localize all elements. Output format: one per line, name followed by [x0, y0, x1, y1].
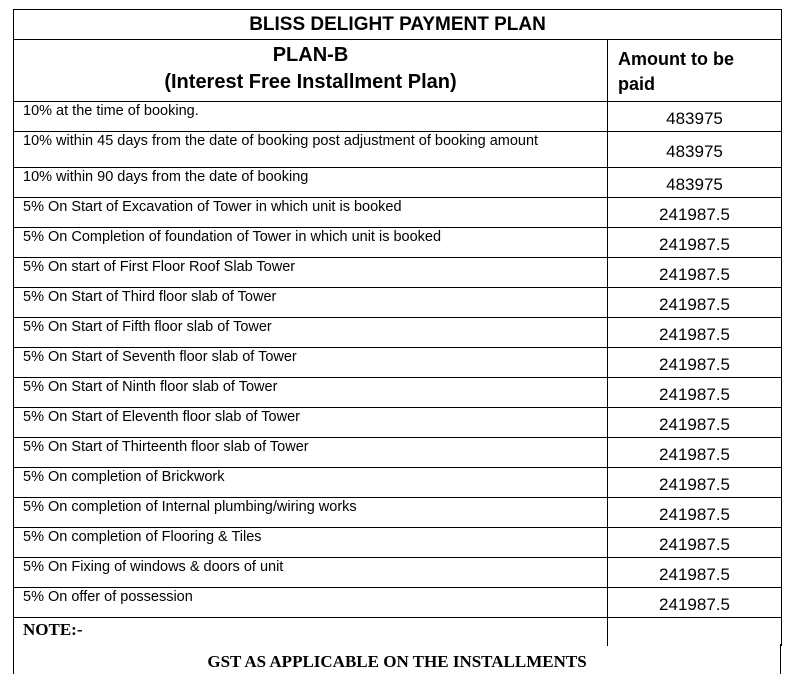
installment-amount: 241987.5 [608, 348, 782, 378]
installment-description: 5% On Start of Seventh floor slab of Tower [14, 348, 608, 378]
table-row [14, 498, 782, 528]
plan-header [14, 40, 608, 102]
table-row [14, 132, 782, 168]
installment-amount: 241987.5 [608, 288, 782, 318]
payment-plan-document [13, 9, 781, 646]
table-row [14, 468, 782, 498]
installment-description: 5% On Start of Thirteenth floor slab of Tower [14, 438, 608, 468]
installment-description: 5% On start of First Floor Roof Slab Tower [14, 258, 608, 288]
installment-description: 5% On Start of Excavation of Tower in which unit is booked [14, 198, 608, 228]
table-row [14, 198, 782, 228]
table-row [14, 348, 782, 378]
installment-description: 5% On Completion of foundation of Tower in which unit is booked [14, 228, 608, 258]
table-row [14, 378, 782, 408]
installment-description: 5% On completion of Brickwork [14, 468, 608, 498]
table-row [14, 288, 782, 318]
table-row [14, 528, 782, 558]
amount-header-line2: paid [618, 74, 656, 94]
table-row [14, 258, 782, 288]
note-label: NOTE:- [14, 618, 608, 647]
amount-header-line1: Amount to be [618, 49, 734, 69]
plan-name: PLAN-B [272, 44, 349, 66]
note-empty-cell [608, 618, 782, 647]
installment-amount: 241987.5 [608, 438, 782, 468]
document-title: BLISS DELIGHT PAYMENT PLAN [14, 10, 782, 40]
table-row [14, 588, 782, 618]
installment-amount: 483975 [608, 102, 782, 132]
installment-description: 10% within 45 days from the date of booking post adjustment of booking amount [14, 132, 608, 168]
table-row [14, 408, 782, 438]
installment-amount: 241987.5 [608, 528, 782, 558]
installment-description: 5% On offer of possession [14, 588, 608, 618]
table-row [14, 558, 782, 588]
installment-amount: 241987.5 [608, 588, 782, 618]
installment-description: 5% On Start of Eleventh floor slab of Tower [14, 408, 608, 438]
installment-amount: 241987.5 [608, 498, 782, 528]
gst-note: GST AS APPLICABLE ON THE INSTALLMENTS [207, 652, 587, 671]
installment-amount: 241987.5 [608, 198, 782, 228]
installment-amount: 241987.5 [608, 558, 782, 588]
installment-description: 5% On completion of Flooring & Tiles [14, 528, 608, 558]
table-row [14, 318, 782, 348]
table-row [14, 438, 782, 468]
installment-description: 5% On Start of Ninth floor slab of Tower [14, 378, 608, 408]
amount-column-header [608, 40, 782, 102]
table-row [14, 228, 782, 258]
installment-amount: 241987.5 [608, 378, 782, 408]
installment-description: 5% On completion of Internal plumbing/wiring works [14, 498, 608, 528]
installment-amount: 483975 [608, 168, 782, 198]
installment-amount: 483975 [608, 132, 782, 168]
installment-description: 5% On Start of Third floor slab of Tower [14, 288, 608, 318]
plan-subtitle: (Interest Free Installment Plan) [164, 71, 457, 93]
installment-amount: 241987.5 [608, 408, 782, 438]
table-row [14, 102, 782, 132]
installment-amount: 241987.5 [608, 318, 782, 348]
installment-amount: 241987.5 [608, 468, 782, 498]
installment-description: 5% On Fixing of windows & doors of unit [14, 558, 608, 588]
installment-amount: 241987.5 [608, 258, 782, 288]
payment-plan-table [13, 9, 782, 646]
installment-amount: 241987.5 [608, 228, 782, 258]
table-row [14, 168, 782, 198]
installment-description: 10% at the time of booking. [14, 102, 608, 132]
installment-description: 10% within 90 days from the date of booking [14, 168, 608, 198]
installment-description: 5% On Start of Fifth floor slab of Tower [14, 318, 608, 348]
